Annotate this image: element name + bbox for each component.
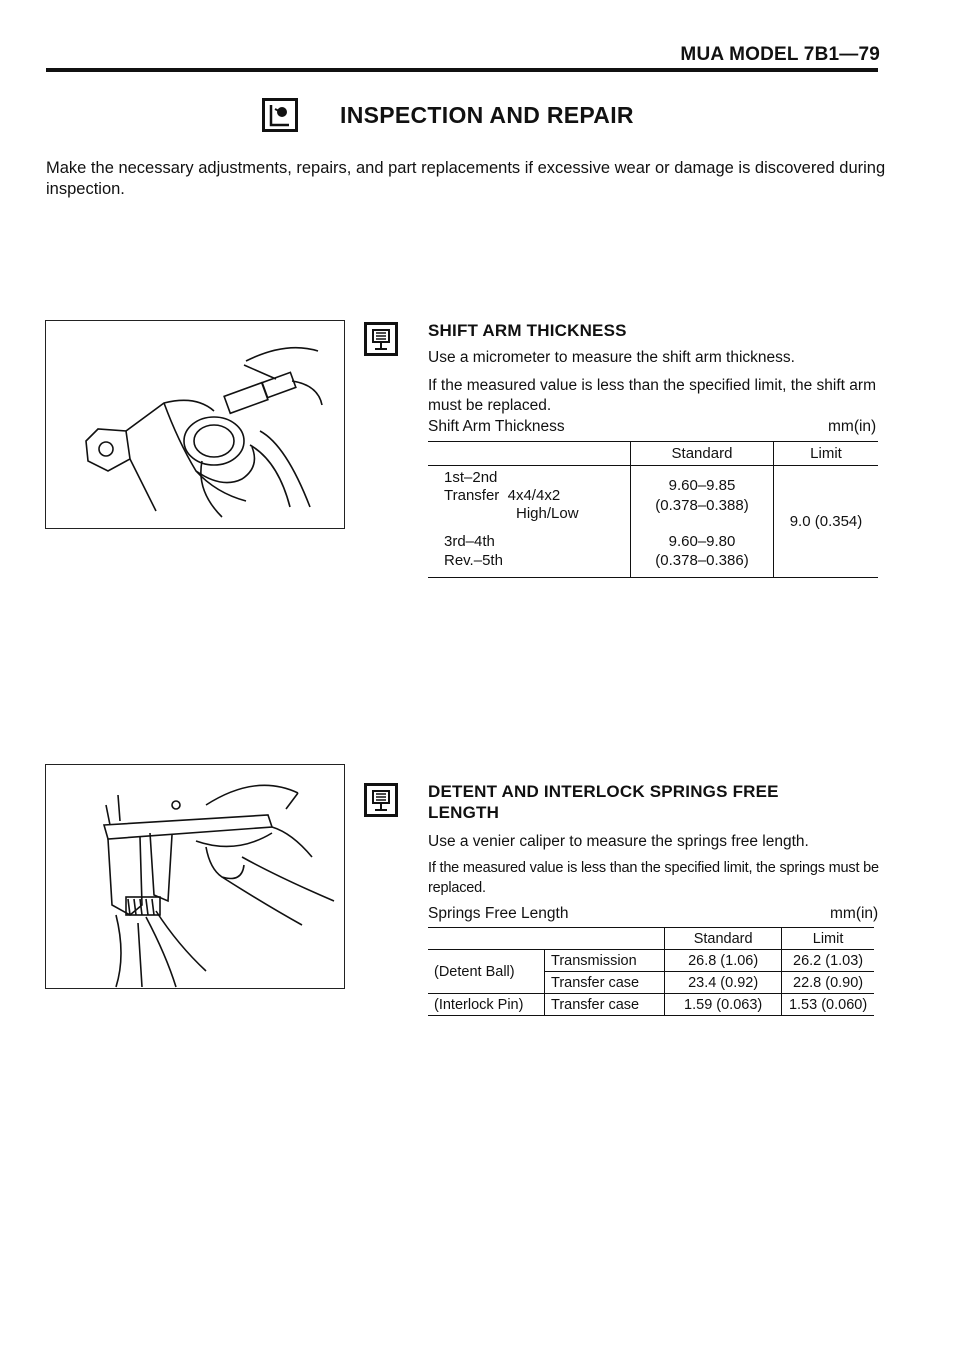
table-cell-limit: 1.53 (0.060) — [788, 996, 868, 1013]
table-cell-standard: 23.4 (0.92) — [665, 972, 782, 994]
table-value-line: 9.60–9.80 — [668, 533, 736, 551]
table-cell-label — [428, 466, 631, 526]
table-header-row — [428, 928, 874, 950]
table-cell-item: Transfer case — [545, 994, 665, 1016]
table-label-line: 3rd–4th — [444, 533, 495, 551]
micrometer-illustration — [45, 320, 345, 529]
table-header-cell: Standard — [665, 928, 782, 950]
table-header-cell — [428, 928, 665, 950]
table-label-line: Rev.–5th — [444, 552, 503, 570]
table-value-line: 9.60–9.85 — [668, 476, 736, 494]
table-cell-limit: 22.8 (0.90) — [782, 972, 874, 994]
table-row — [428, 950, 874, 972]
springs-instruction: Use a venier caliper to measure the springs free length. — [428, 833, 809, 850]
intro-text: Make the necessary adjustments, repairs, and part replacements if excessive wear or damage is discovered during inspection. — [46, 159, 886, 198]
shift-arm-instruction: Use a micrometer to measure the shift arm thickness. — [428, 349, 795, 366]
table-cell-standard: 26.8 (1.06) — [665, 950, 782, 972]
shift-arm-limit-note: If the measured value is less than the specified limit, the shift arm must be replaced. — [428, 377, 876, 414]
section-title: INSPECTION AND REPAIR — [340, 102, 634, 128]
table-value-line: (0.378–0.386) — [655, 552, 749, 570]
shift-arm-title: SHIFT ARM THICKNESS — [428, 321, 627, 340]
table-cell-limit: 26.2 (1.03) — [782, 950, 874, 972]
table-header-cell: Standard — [631, 442, 774, 466]
table-cell-label — [428, 526, 631, 578]
table-row — [428, 994, 874, 1016]
table-header-row — [428, 442, 878, 466]
springs-title: DETENT AND INTERLOCK SPRINGS FREE LENGTH — [428, 782, 779, 822]
table-value-line: (0.378–0.388) — [655, 496, 749, 514]
table-cell-standard — [631, 526, 774, 578]
measure-icon — [364, 783, 398, 817]
springs-limit-note: If the measured value is less than the specified limit, the springs must be replaced. — [428, 860, 879, 896]
table-cell-standard: 1.59 (0.063) — [665, 994, 782, 1016]
table-header-cell: Limit — [782, 928, 874, 950]
table-cell-standard — [631, 466, 774, 526]
table-header-cell — [428, 442, 631, 466]
shift-arm-table-unit: mm(in) — [828, 418, 877, 435]
springs-free-length-table — [428, 927, 874, 1016]
table-cell-group: (Detent Ball) — [428, 950, 545, 994]
springs-table-unit: mm(in) — [830, 905, 879, 922]
page-header-title: MUA MODEL 7B1—79 — [680, 44, 880, 65]
measure-icon — [364, 322, 398, 356]
shift-arm-thickness-table — [428, 441, 878, 578]
springs-table-caption: Springs Free Length — [428, 905, 569, 922]
shift-arm-table-caption: Shift Arm Thickness — [428, 418, 565, 435]
caliper-illustration — [45, 764, 345, 989]
table-row — [428, 466, 878, 526]
table-cell-group: (Interlock Pin) — [428, 994, 545, 1016]
table-cell-item: Transfer case — [545, 972, 665, 994]
table-header-cell: Limit — [774, 442, 879, 466]
table-label-line: Transfer 4x4/4x2 — [444, 486, 561, 504]
table-label-line: High/Low — [516, 504, 579, 522]
table-cell-item: Transmission — [545, 950, 665, 972]
inspection-icon — [262, 98, 298, 132]
table-label-line: 1st–2nd — [444, 468, 498, 486]
header-rule — [46, 68, 878, 72]
table-cell-limit: 9.0 (0.354) — [774, 466, 879, 578]
